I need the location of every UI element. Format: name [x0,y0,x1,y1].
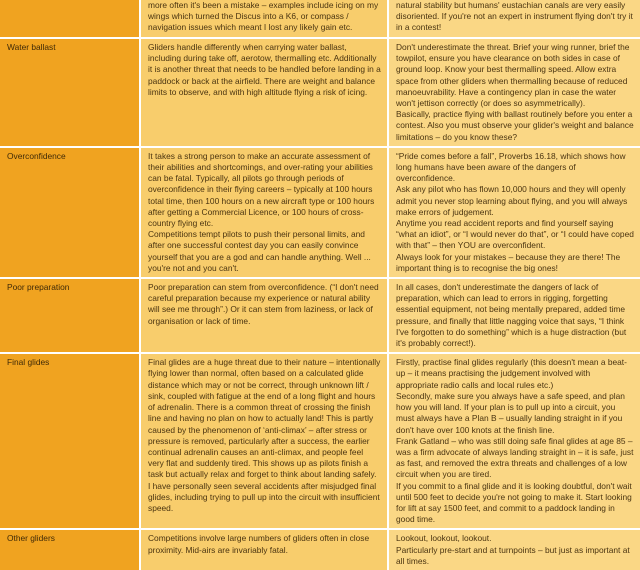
row-topic: Final glides [0,353,140,529]
action-cell [388,0,640,38]
action-cell [388,147,640,278]
action-cell [388,38,640,147]
action-text: Basically, practice flying with ballast routinely before you enter a contest. Also you must observe your glider's weight and balance limitations – do you know these? [396,109,634,142]
action-text: If you commit to a final glide and it is looking doubtful, don't wait until 500 feet to decide you're not going to make it. Start looking for lift at say 1500 feet, and commit to a paddock landing in good time. [396,480,632,525]
action-text: natural stability but humans' eustachian canals are very easily disoriented. If you're not an expert in instrument flying don't try it in a contest! [396,0,633,33]
row-topic: Poor preparation [0,278,140,353]
action-cell [388,278,640,353]
action-text: Secondly, make sure you always have a safe speed, and plan how you will land. If your plan is to pull up into a circuit, you must always have a Plan B – usually landing straight in if you don't have over 100 knots at the finish line. [396,390,625,435]
row-topic [0,0,140,38]
threat-text: Gliders handle differently when carrying water ballast, including during take off, aerotow, thermalling etc. Additionally it is another threat that needs to be handled before landing in a paddock or back at the airfield. There are weight and balance limits to observe, and with high altitude flying a risk of icing. [148,42,381,97]
threat-cell [140,0,388,38]
threat-text: Poor preparation can stem from overconfidence. (“I don't need careful preparation because my experience or natural ability will see me through”.) Or it can stem from laziness, or lack of organisation or lack of time. [148,282,379,326]
row-topic: Water ballast [0,38,140,147]
table-row [0,529,640,570]
table-row [0,0,640,38]
action-text: Anytime you read accident reports and find yourself saying “what an idiot”, or “I would never do that”, or “I could have coped with that” – then YOU are overconfident. [396,218,634,251]
action-text: In all cases, don't underestimate the dangers of lack of preparation, which can lead to errors in rigging, forgetting essential equipment, not being mentally prepared, added time pressure, and finally that little nagging voice that says, “I think I've forgotten to do something” which is a huge distraction (but it's probably correct!). [396,282,627,349]
action-cell [388,529,640,570]
threat-cell [140,278,388,353]
row-topic: Overconfidence [0,147,140,278]
threat-cell [140,147,388,278]
action-text: “Pride comes before a fall”, Proverbs 16.18, which shows how long humans have been aware of the dangers of overconfidence. [396,150,626,184]
table-row [0,353,640,529]
threat-cell [140,38,388,147]
action-text: Firstly, practise final glides regularly (this doesn't mean a beat-up – it means practising the judgement involved with appropriate radio calls and local rules etc.) [396,357,627,390]
action-text: Don't underestimate the threat. Brief your wing runner, brief the towpilot, ensure you have clearance on both sides in case of ground loop. Know your best thermalling speed. Allow extra space from other gliders when thermalling because of reduced manoeuvrability. Have a contingency plan in case the water won't jettison correctly (or does so asymmetrically). [396,42,630,109]
threat-text: It takes a strong person to make an accurate assessment of their abilities and shortcomings, and over-rating your abilities can be fatal. Typically, all pilots go through periods of overconfidence in their flying careers – typically at 100 hours total time, then 100 hours on a new aircraft type or 100 hours after getting a Commercial Licence, or 100 hours of cross-country flying etc. [148,150,375,229]
threat-text: Competitions involve large numbers of gliders often in close proximity. Mid-airs are invariably fatal. [148,533,370,555]
table-row [0,38,640,147]
action-text: Always look for your mistakes – because they are there! The important thing is to recognise the big ones! [396,251,621,273]
row-topic: Other gliders [0,529,140,570]
table-row [0,147,640,278]
action-cell [388,353,640,529]
table-row [0,278,640,353]
action-text: Frank Gatland – who was still doing safe final glides at age 85 – was a firm advocate of always landing straight in – it is safe, just as fast, and removed the extra threats and challenges of a low circuit when you are tired. [396,435,634,480]
action-text: Lookout, lookout, lookout. [396,533,492,544]
threat-text: Final glides are a huge threat due to their nature – intentionally flying lower than normal, often based on a calculated glide distance which may or not be correct, through unknown lift / sink, coupled with fatigue at the end of a long flight and hours of adrenalin. There is a common threat of crossing the finish line and having no plan on how to actually land! This is partly caused by the phenomenon of ‘anti-climax’ – after stress or pressure is removed, particularly after a success, the earlier continual adrenalin causes an anti-climax, and people feel very flat and suddenly tired. This shows up as pilots finish a task but actually relax and forget to think about landing safely. I have personally seen several accidents after misjudged final glides, including trying to pull up into the circuit with insufficient speed. [148,357,381,513]
action-text: Ask any pilot who has flown 10,000 hours and they will openly admit you never stop learning about flying, and you will always make errors of judgement. [396,184,628,217]
action-text: Particularly pre-start and at turnpoints – but just as important at all times. [396,544,630,566]
threat-text: more often it's been a mistake – examples include icing on my wings which turned the Discus into a K6, or compass / navigation issues which meant I lost any likely gain etc. [148,0,379,33]
threat-cell [140,353,388,529]
threat-cell [140,529,388,570]
threat-text: Competitions tempt pilots to push their personal limits, and after one successful contest day you can easily convince yourself that you are a god and can handle anything. Well ... you're not and you can't. [148,229,371,273]
